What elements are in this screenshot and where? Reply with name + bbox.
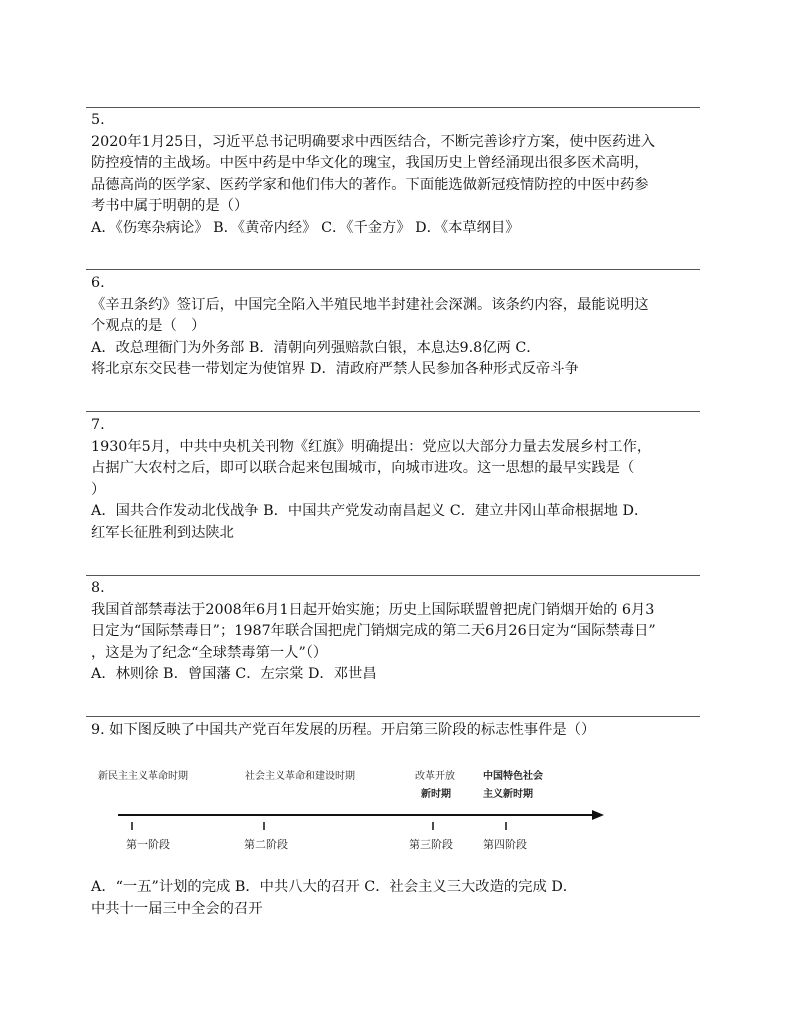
divider-q6 (86, 269, 700, 270)
divider-q7 (86, 411, 700, 412)
question-number: 8. (91, 580, 105, 596)
period-label: 主义新时期 (483, 789, 533, 800)
question-text: 我国首部禁毒法于2008年6月1日起开始实施；历史上国际联盟曾把虎门销烟开始的 6月3 (91, 601, 655, 618)
question-6 (91, 273, 703, 381)
answer-options: A．改总理衙门为外务部 B．清朝向列强赔款白银，本息达9.8亿两 C． (91, 339, 541, 356)
stage-label: 第二阶段 (244, 838, 288, 851)
answer-options: A．国共合作发动北伐战争 B．中国共产党发动南昌起义 C．建立井冈山革命根据地 D． (91, 503, 649, 519)
stage-label: 第三阶段 (409, 838, 453, 851)
question-text: 个观点的是（ ） (91, 318, 206, 334)
stage-label: 第一阶段 (126, 838, 170, 851)
question-text: ） (91, 481, 106, 498)
answer-options: 中共十一届三中全会的召开 (91, 901, 263, 917)
answer-options: A．《伤寒杂病论》 B．《黄帝内经》 C．《千金方》 D．《本草纲目》 (91, 219, 520, 236)
question-text: 防控疫情的主战场。中医中药是中华文化的瑰宝，我国历史上曾经涌现出很多医术高明， (91, 155, 649, 171)
period-label: 新民主主义革命时期 (98, 771, 188, 782)
question-number: 5. (91, 112, 105, 128)
answer-options: 红军长征胜利到达陕北 (91, 524, 234, 541)
answer-options: A．“一五”计划的完成 B．中共八大的召开 C．社会主义三大改造的完成 D． (91, 879, 578, 895)
question-9-text: 9. 如下图反映了中国共产党百年发展的历程。开启第三阶段的标志性事件是（） (91, 722, 596, 738)
question-number: 6. (91, 275, 105, 291)
question-number: 7. (91, 417, 105, 433)
question-text: 2020年1月25日，习近平总书记明确要求中西医结合，不断完善诊疗方案，使中医药进入 (91, 133, 656, 150)
period-label: 社会主义革命和建设时期 (245, 771, 355, 782)
period-label: 改革开放 (415, 771, 455, 782)
question-text: 日定为“国际禁毒日”；1987年联合国把虎门销烟完成的第二天6月26日定为“国际禁毒日” (91, 623, 656, 639)
divider-q5 (86, 107, 700, 108)
question-text: 1930年5月，中共中央机关刊物《红旗》明确提出：党应以大部分力量去发展乡村工作， (91, 438, 652, 455)
period-label: 新时期 (421, 789, 451, 800)
timeline-arrow-icon (592, 810, 604, 820)
question-text: 品德高尚的医学家、医药学家和他们伟大的著作。下面能选做新冠疫情防控的中医中药参 (91, 176, 649, 193)
answer-options: 将北京东交民巷一带划定为使馆界 D．清政府严禁人民参加各种形式反帝斗争 (91, 361, 579, 377)
question-text: 占据广大农村之后，即可以联合起来包围城市，向城市进攻。这一思想的最早实践是（ (91, 460, 635, 476)
period-label: 中国特色社会 (483, 771, 543, 782)
question-text: ，这是为了纪念“全球禁毒第一人”（） (91, 644, 328, 661)
stage-label: 第四阶段 (483, 838, 527, 851)
question-text: 《辛丑条约》签订后，中国完全陷入半殖民地半封建社会深渊。该条约内容，最能说明这 (91, 296, 649, 313)
divider-q9 (86, 716, 700, 717)
question-8 (91, 578, 703, 686)
question-7 (91, 415, 703, 544)
answer-options: A．林则徐 B．曾国藩 C．左宗棠 D．邓世昌 (91, 666, 377, 682)
divider-q8 (86, 575, 700, 576)
question-text: 考书中属于明朝的是（） (91, 198, 249, 214)
question-5 (91, 110, 703, 239)
